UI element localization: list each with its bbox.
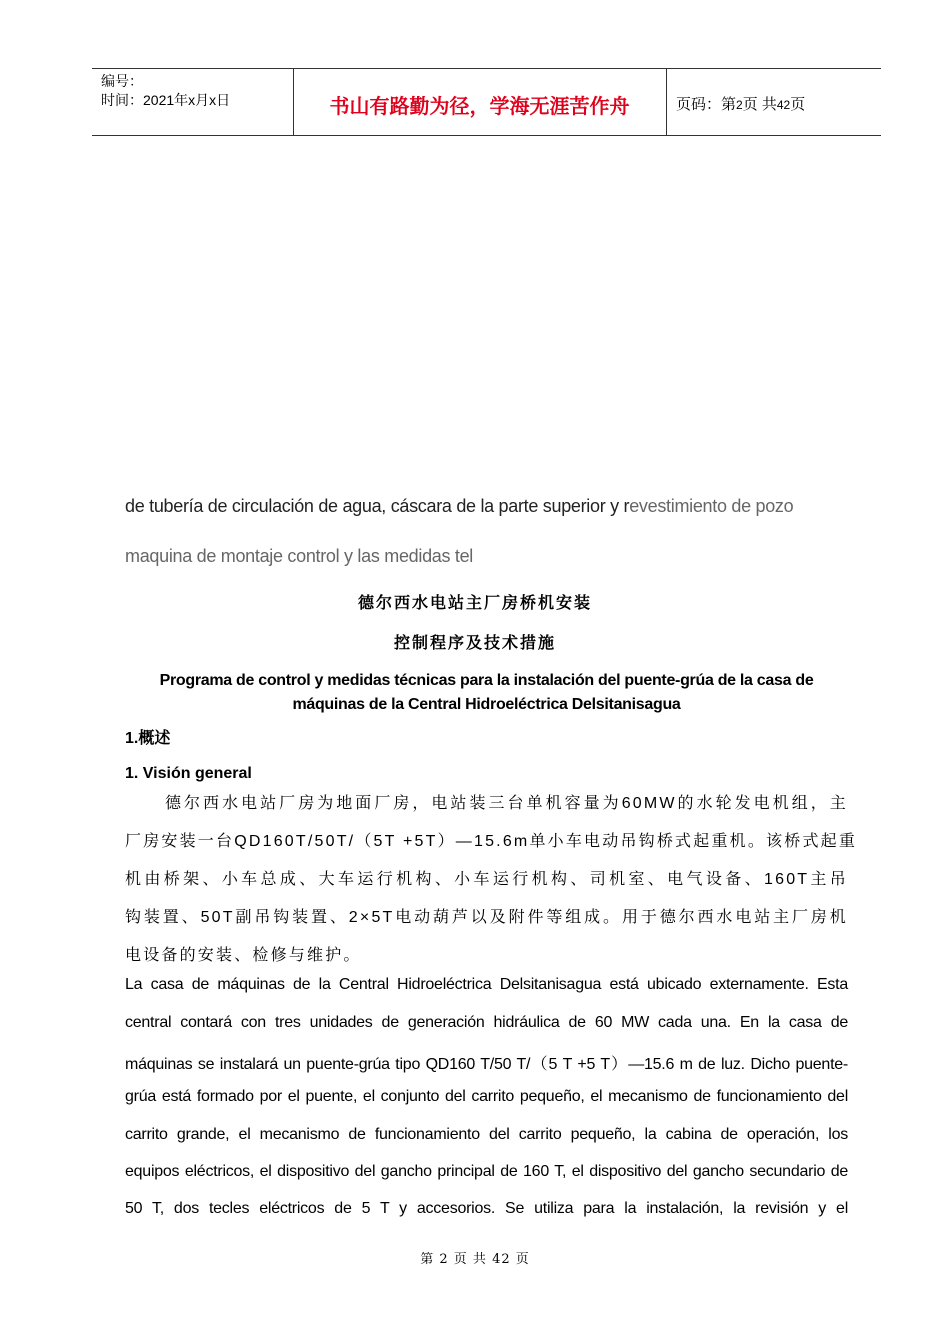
para-cn-line: 机由桥架、小车总成、大车运行机构、小车运行机构、司机室、电气设备、160T主吊 — [125, 871, 848, 888]
para-es-line: máquinas se instalará un puente-grúa tipo QD160 T/50 T/（5 T +5 T）—15.6 m de luz. Dicho puente- — [125, 1056, 848, 1073]
header-time: 时间：2021年x月x日 — [101, 92, 231, 108]
para-es-line: equipos eléctricos, el dispositivo del gancho principal de 160 T, el dispositivo del gancho secundario de — [125, 1163, 848, 1180]
header-number: 编号： — [101, 73, 143, 89]
para-cn-line: 厂房安装一台QD160T/50T/（5T +5T）—15.6m单小车电动吊钩桥式起重机。该桥式起重 — [125, 833, 858, 850]
footer-page-number: 第 2 页 共 42 页 — [420, 1252, 530, 1267]
header-top-rule — [92, 68, 881, 69]
header-bottom-rule — [92, 135, 881, 136]
section-heading-es: 1. Visión general — [125, 765, 252, 782]
header-motto: 书山有路勤为径，学海无涯苦作舟 — [329, 94, 630, 118]
intro-line-1: de tubería de circulación de agua, cáscara de la parte superior y revestimiento de pozo — [125, 496, 794, 516]
title-cn-line-2: 控制程序及技术措施 — [393, 633, 556, 652]
header-divider-2 — [666, 68, 667, 136]
header-meta — [101, 72, 230, 110]
para-cn-line: 德尔西水电站厂房为地面厂房，电站装三台单机容量为60MW的水轮发电机组，主 — [165, 795, 848, 812]
section-heading-cn: 1.概述 — [125, 730, 171, 747]
intro-line-2: maquina de montaje control y las medidas tel — [125, 546, 473, 566]
para-es-line: La casa de máquinas de la Central Hidroeléctrica Delsitanisagua está ubicado externamente. Esta — [125, 976, 848, 993]
para-es-line: grúa está formado por el puente, el conjunto del carrito pequeño, el mecanismo de funcionamiento del — [125, 1088, 848, 1105]
para-es-line: carrito grande, el mecanismo de funcionamiento del carrito pequeño, la cabina de operación, los — [125, 1126, 848, 1143]
header-page-number: 页码：第2页 共42页 — [676, 96, 806, 113]
para-es-line: 50 T, dos tecles eléctricos de 5 T y accesorios. Se utiliza para la instalación, la revisión y el — [125, 1200, 848, 1217]
title-es: Programa de control y medidas técnicas para la instalación del puente-grúa de la casa de máquinas de la Central Hidroeléctrica Delsitanisagua — [159, 672, 814, 713]
para-cn-line: 电设备的安装、检修与维护。 — [125, 947, 362, 964]
para-es-line: central contará con tres unidades de generación hidráulica de 60 MW cada una. En la casa de — [125, 1014, 848, 1031]
para-cn-line: 钩装置、50T副吊钩装置、2×5T电动葫芦以及附件等组成。用于德尔西水电站主厂房机 — [125, 909, 848, 926]
title-cn-line-1: 德尔西水电站主厂房桥机安装 — [357, 593, 592, 612]
